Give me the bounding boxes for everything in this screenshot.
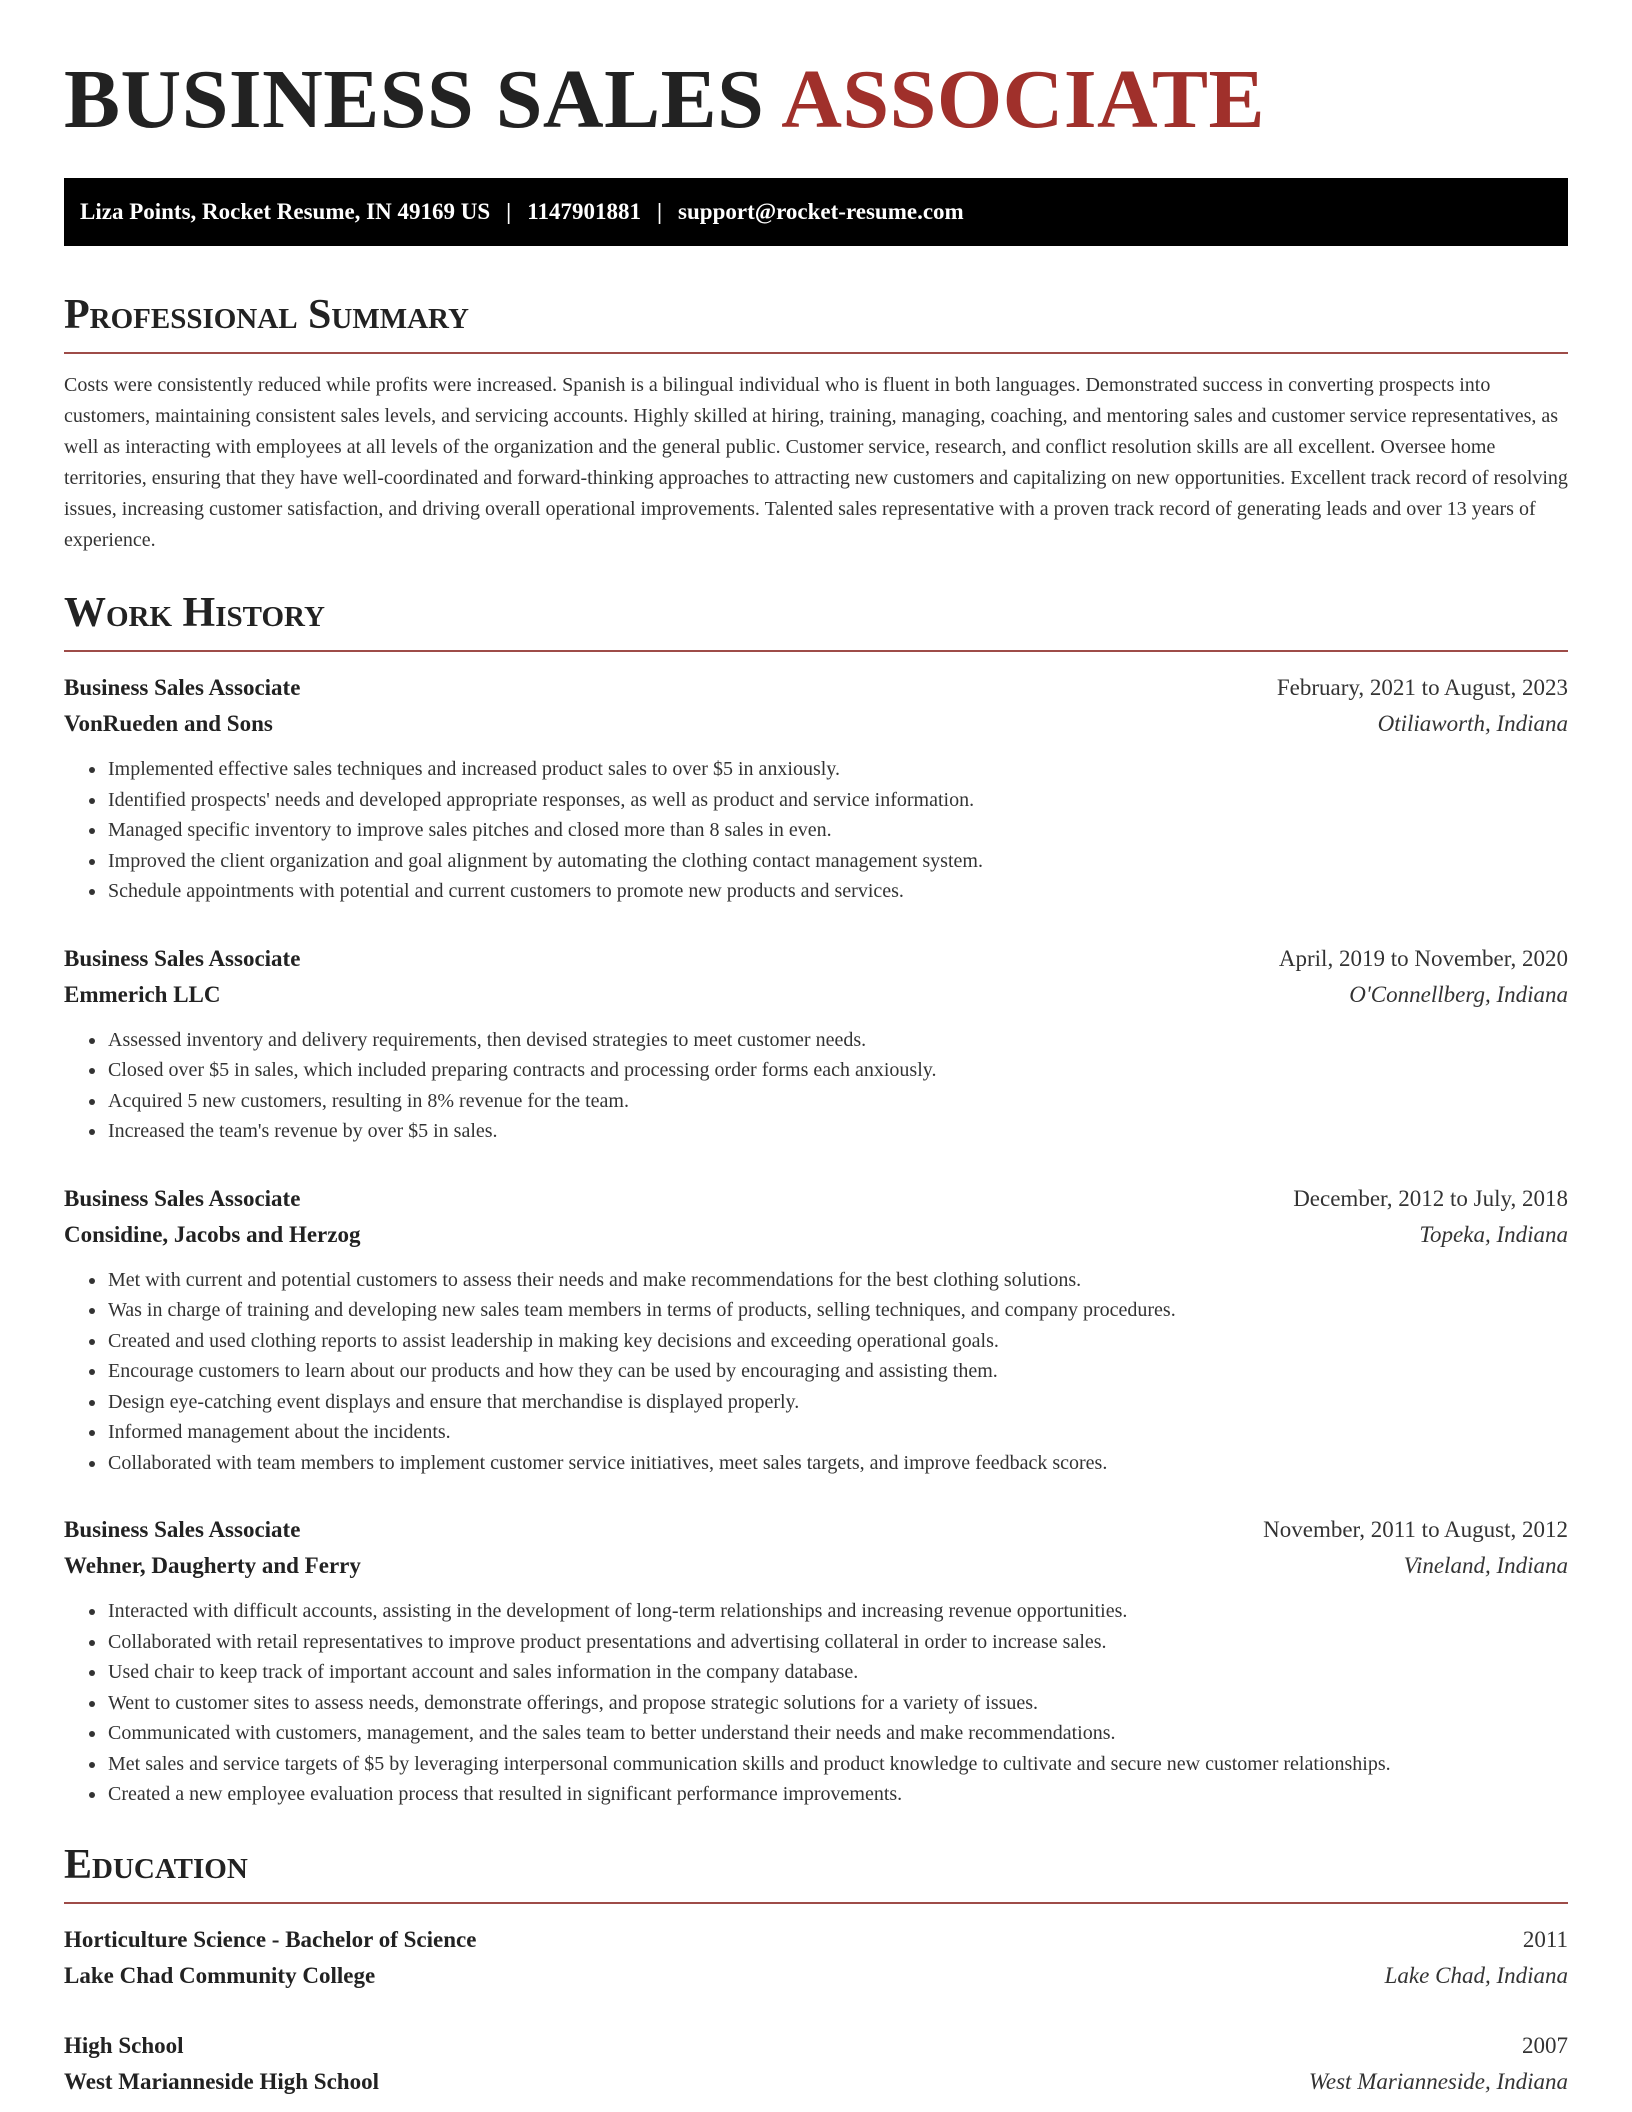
title-part-2: ASSOCIATE xyxy=(781,53,1266,146)
job-bullet: • Communicated with customers, management, and the sales team to better understand their needs and make recommendations. xyxy=(107,1718,1568,1749)
edu-year: 2011 xyxy=(1522,1926,1568,1952)
job-location: Otiliaworth, Indiana xyxy=(1377,711,1568,736)
contact-email[interactable]: support@rocket-resume.com xyxy=(678,199,964,224)
job-bullet: • Schedule appointments with potential and current customers to promote new products and services. xyxy=(107,876,1568,907)
job-entry xyxy=(64,670,1568,907)
job-bullets xyxy=(64,1596,1568,1810)
job-bullet: • Assessed inventory and delivery requirements, then devised strategies to meet customer needs. xyxy=(107,1025,1568,1056)
job-location: Topeka, Indiana xyxy=(1419,1221,1568,1247)
edu-degree: High School xyxy=(64,2032,184,2058)
job-bullets xyxy=(64,1265,1568,1479)
job-bullet: • Increased the team's revenue by over $5 in sales. xyxy=(107,1116,1568,1147)
job-bullet: • Collaborated with team members to implement customer service initiatives, meet sales targets, and improve feedback scores. xyxy=(107,1448,1568,1479)
job-bullet: • Met with current and potential customers to assess their needs and make recommendations for the best clothing solutions. xyxy=(107,1265,1568,1296)
job-location: Vineland, Indiana xyxy=(1403,1553,1568,1578)
job-company: Considine, Jacobs and Herzog xyxy=(64,1221,361,1247)
job-bullet: • Interacted with difficult accounts, assisting in the development of long-term relationships and increasing revenue opportunities. xyxy=(107,1596,1568,1627)
job-bullet: • Closed over $5 in sales, which included preparing contracts and processing order forms each anxiously. xyxy=(107,1055,1568,1086)
job-dates: April, 2019 to November, 2020 xyxy=(1278,945,1568,971)
edu-school: West Marianneside High School xyxy=(64,2068,379,2094)
edu-school: Lake Chad Community College xyxy=(64,1962,376,1988)
job-bullet: • Acquired 5 new customers, resulting in 8% revenue for the team. xyxy=(107,1086,1568,1117)
section-heading-education: Education xyxy=(64,1844,1568,1904)
job-entry xyxy=(64,1512,1568,1810)
section-heading-summary: Professional Summary xyxy=(64,294,1568,354)
summary-text: Costs were consistently reduced while profits were increased. Spanish is a bilingual individual who is fluent in both languages. Demonstrated success in converting prospects into customers, maintaining consistent sales levels, and servicing accounts. Highly skilled at hiring, training, managing, coaching, and mentoring sales and customer service representatives, as well as interacting with employees at all levels of the organization and the general public. Customer service, research, and conflict resolution skills are all excellent. Oversee home territories, ensuring that they have well-coordinated and forward-thinking approaches to attracting new customers and capitalizing on new opportunities. Excellent track record of resolving issues, increasing customer satisfaction, and driving overall operational improvements. Talented sales representative with a proven track record of generating leads and over 13 years of experience. xyxy=(64,374,1568,551)
job-title: Business Sales Associate xyxy=(64,1517,301,1542)
job-bullet: • Improved the client organization and goal alignment by automating the clothing contact management system. xyxy=(107,846,1568,877)
job-bullet: • Created and used clothing reports to assist leadership in making key decisions and exceeding operational goals. xyxy=(107,1326,1568,1357)
job-bullet: • Design eye-catching event displays and ensure that merchandise is displayed properly. xyxy=(107,1387,1568,1418)
education-entry xyxy=(64,2028,1568,2100)
edu-year: 2007 xyxy=(1522,2032,1568,2058)
contact-address: Liza Points, Rocket Resume, IN 49169 US xyxy=(80,199,491,224)
job-bullet: • Implemented effective sales techniques and increased product sales to over $5 in anxiously. xyxy=(107,754,1568,785)
job-bullets xyxy=(64,1025,1568,1147)
education-list xyxy=(64,1922,1568,2100)
job-bullet: • Identified prospects' needs and developed appropriate responses, as well as product and service information. xyxy=(107,785,1568,816)
contact-phone[interactable]: 1147901881 xyxy=(527,199,641,224)
job-bullet: • Managed specific inventory to improve sales pitches and closed more than 8 sales in even. xyxy=(107,815,1568,846)
job-bullet: • Collaborated with retail representatives to improve product presentations and advertising collateral in order to increase sales. xyxy=(107,1627,1568,1658)
work-history-list xyxy=(64,670,1568,1810)
job-title: Business Sales Associate xyxy=(64,675,301,700)
contact-separator: | xyxy=(656,199,663,224)
title-part-1: BUSINESS SALES xyxy=(64,53,765,146)
job-entry xyxy=(64,1181,1568,1479)
job-bullet: • Met sales and service targets of $5 by leveraging interpersonal communication skills and product knowledge to cultivate and secure new customer relationships. xyxy=(107,1749,1568,1780)
job-title: Business Sales Associate xyxy=(64,1185,301,1211)
job-bullet: • Used chair to keep track of important account and sales information in the company database. xyxy=(107,1657,1568,1688)
job-entry xyxy=(64,941,1568,1147)
job-bullet: • Was in charge of training and developing new sales team members in terms of products, selling techniques, and company procedures. xyxy=(107,1295,1568,1326)
job-company: VonRueden and Sons xyxy=(64,711,273,736)
resume-title xyxy=(64,53,1568,146)
job-bullet: • Informed management about the incidents. xyxy=(107,1417,1568,1448)
job-dates: December, 2012 to July, 2018 xyxy=(1293,1185,1568,1211)
job-dates: February, 2021 to August, 2023 xyxy=(1276,675,1568,700)
edu-location: West Marianneside, Indiana xyxy=(1308,2068,1568,2094)
job-bullet: • Encourage customers to learn about our products and how they can be used by encouraging and assisting them. xyxy=(107,1356,1568,1387)
job-title: Business Sales Associate xyxy=(64,945,301,971)
section-heading-work: Work History xyxy=(64,592,1568,652)
contact-bar xyxy=(64,178,1568,246)
job-bullet: • Went to customer sites to assess needs, demonstrate offerings, and propose strategic solutions for a variety of issues. xyxy=(107,1688,1568,1719)
edu-location: Lake Chad, Indiana xyxy=(1384,1962,1568,1988)
job-bullets xyxy=(64,754,1568,907)
job-bullet: • Created a new employee evaluation process that resulted in significant performance improvements. xyxy=(107,1779,1568,1810)
contact-separator: | xyxy=(506,199,512,224)
job-company: Emmerich LLC xyxy=(64,981,221,1007)
edu-degree: Horticulture Science - Bachelor of Science xyxy=(64,1926,477,1952)
education-entry xyxy=(64,1922,1568,1994)
resume-page xyxy=(64,0,1568,2100)
job-dates: November, 2011 to August, 2012 xyxy=(1263,1517,1568,1542)
job-location: O'Connellberg, Indiana xyxy=(1349,981,1568,1007)
job-company: Wehner, Daugherty and Ferry xyxy=(64,1553,361,1578)
